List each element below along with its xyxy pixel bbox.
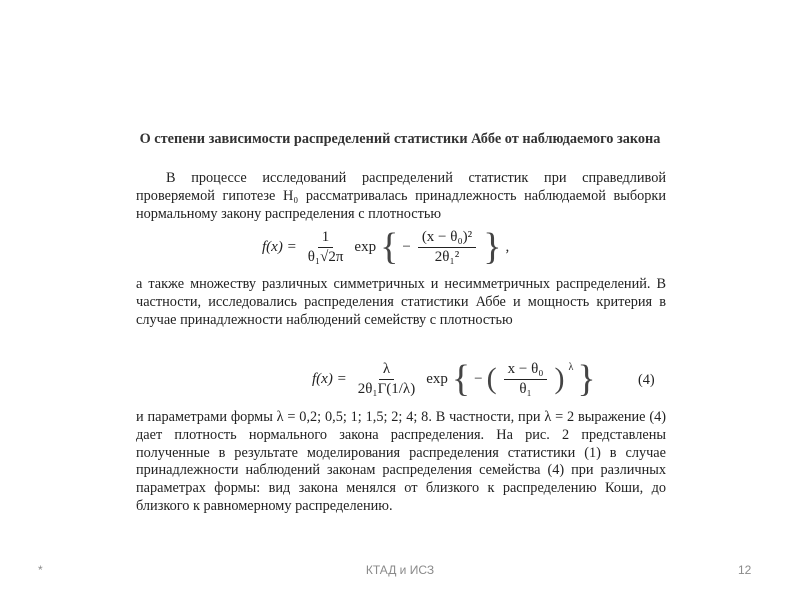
formula-exp: exp	[426, 370, 448, 387]
formula-denominator: 2θ₁Γ(1/λ)	[357, 380, 416, 397]
formula-exp: exp	[354, 238, 377, 255]
formula-inner-denominator: θ₁	[519, 380, 532, 397]
page-number: 12	[738, 563, 752, 577]
paragraph-3: и параметрами формы λ = 0,2; 0,5; 1; 1,5; 2; 4; 8. В частности, при λ = 2 выражение (4) дает плотность нормального закона распределения. На рис. 2 представлены полученные в результате моделирования распределения статистики (1) в случае принадлежности наблюдений законам распределения семейства (4) при различных параметрах формы: вид закона менялся от близкого к распределению Коши, до близкого к равномерному распределению.	[136, 409, 666, 514]
formula-denominator: θ₁√2π	[307, 248, 344, 265]
formula-normal-density: f(x) = $\frac{1}{\text{θ₁√2π}}$ exp { − $\frac{\text{(x − θ₀)²}}{\text{2θ₁²}}$ } ,	[262, 226, 510, 268]
formula-power: λ	[568, 362, 574, 373]
equation-number: (4)	[638, 372, 655, 388]
formula-inner-denominator: 2θ₁²	[434, 248, 460, 265]
paragraph-1: В процессе исследований распределений статистик при справедливой проверяемой гипотезе H₀ рассматривалась принадлежность наблюдаемой выборки нормальному закону распределения с плотностью	[136, 170, 666, 222]
formula-numerator: λ	[379, 361, 394, 380]
formula-lhs: f(x) =	[312, 370, 347, 387]
formula-inner-numerator: (x − θ₀)²	[418, 229, 476, 248]
formula-generalized-density: f(x) = $\frac{\lambda}{\text{2θ₁Γ(1/λ)}}$ exp { − ( $\frac{\text{x − θ₀}}{\text{θ₁}}$ ) $^\lambda$ }	[312, 358, 596, 400]
footer-marker: *	[38, 563, 43, 577]
slide-title: О степени зависимости распределений статистики Аббе от наблюдаемого закона	[139, 131, 661, 147]
formula-numerator: 1	[318, 229, 334, 248]
paragraph-2: а также множеству различных симметричных и несимметричных распределений. В частности, исследовались распределения статистики Аббе и мощность критерия в случае принадлежности наблюдений семейству с плотностью	[136, 276, 666, 328]
formula-comma: ,	[505, 238, 510, 255]
footer-title: КТАД и ИСЗ	[365, 563, 435, 577]
formula-inner-numerator: x − θ₀	[504, 361, 548, 380]
formula-lhs: f(x) =	[262, 238, 297, 255]
